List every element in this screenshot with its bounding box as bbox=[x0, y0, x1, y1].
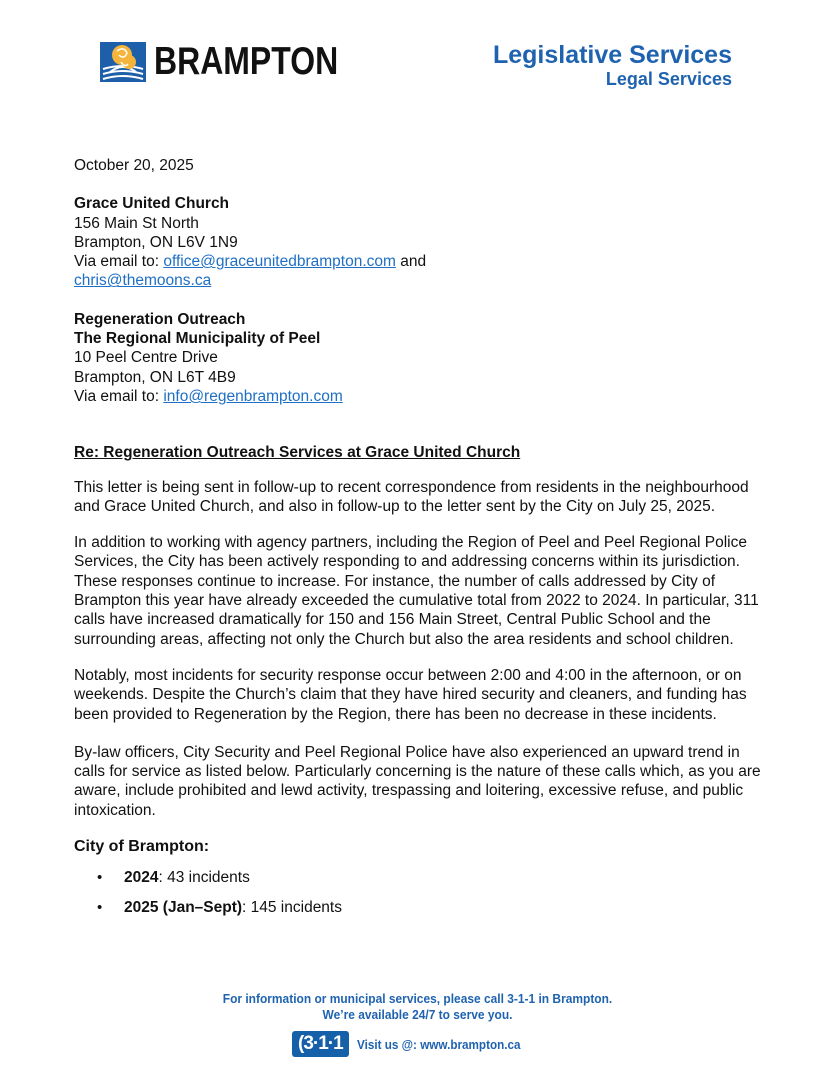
recipient-address-line: 10 Peel Centre Drive bbox=[74, 349, 218, 367]
recipient-block-2 bbox=[74, 310, 764, 406]
311-badge-icon: (3·1·1 bbox=[292, 1031, 349, 1057]
logo-wordmark: BRAMPTON bbox=[154, 40, 339, 83]
email-link[interactable]: info@regenbrampton.com bbox=[163, 387, 343, 405]
email-prefix: Via email to: bbox=[74, 387, 164, 405]
email-link[interactable]: office@graceunitedbrampton.com bbox=[163, 253, 396, 271]
body-paragraph: This letter is being sent in follow-up to recent correspondence from residents in the neighbourhood and Grace United Church, and also in follow-up to the letter sent by the City on July 25, 2025. bbox=[74, 478, 749, 515]
body-paragraph: By-law officers, City Security and Peel Regional Police have also experienced an upward trend in calls for service as listed below. Particularly concerning is the nature of these calls which, as you are aware, include prohibited and lewd activity, trespassing and loitering, excessive refuse, and public intoxication. bbox=[74, 743, 761, 819]
list-item: • 2024: 43 incidents bbox=[124, 868, 764, 887]
recipient-address-line: 156 Main St North bbox=[74, 214, 199, 232]
department-title: Legislative Services bbox=[492, 41, 732, 69]
letter-subject: Re: Regeneration Outreach Services at Grace United Church bbox=[74, 444, 521, 462]
recipient-email-line bbox=[74, 387, 764, 406]
recipient-address-line: Brampton, ON L6T 4B9 bbox=[74, 368, 236, 386]
letter-body bbox=[74, 156, 764, 927]
department-header bbox=[493, 42, 732, 90]
email-link[interactable]: chris@themoons.ca bbox=[74, 272, 212, 290]
recipient-name: Regeneration Outreach bbox=[74, 310, 246, 328]
body-paragraph: Notably, most incidents for security response occur between 2:00 and 4:00 in the afternoon, or on weekends. Despite the Church’s claim that they have hired security and cleaners, and funding has been provided to Regeneration by the Region, there has been no decrease in these incidents. bbox=[74, 666, 747, 723]
division-title: Legal Services bbox=[605, 69, 732, 89]
recipient-email-line bbox=[74, 252, 764, 271]
footer-info bbox=[33, 991, 801, 1023]
incident-list bbox=[74, 868, 764, 917]
email-joiner: and bbox=[395, 253, 427, 271]
body-paragraph: In addition to working with agency partners, including the Region of Peel and Peel Regional Police Services, the City has been actively responding to and addressing concerns within its jurisdiction. These responses continue to increase. For instance, the number of calls addressed by City of Brampton this year have already exceeded the cumulative total from 2022 to 2024. In particular, 311 calls have increased dramatically for 150 and 156 Main Street, Central Public School and the surrounding areas, affecting not only the Church but also the area residents and school children. bbox=[74, 534, 759, 648]
brampton-logo bbox=[100, 42, 379, 82]
recipient-address-line: Brampton, ON L6V 1N9 bbox=[74, 233, 238, 251]
letter-date: October 20, 2025 bbox=[74, 157, 194, 174]
recipient-name: The Regional Municipality of Peel bbox=[74, 330, 321, 348]
brampton-flower-logo-icon bbox=[100, 42, 146, 82]
section-heading: City of Brampton: bbox=[74, 838, 210, 856]
website-link[interactable]: Visit us @: www.brampton.ca bbox=[356, 1036, 521, 1052]
recipient-block-1 bbox=[74, 194, 764, 290]
footer-line-2: We’re available 24/7 to serve you. bbox=[322, 1007, 513, 1022]
recipient-name: Grace United Church bbox=[74, 195, 230, 213]
footer-contact bbox=[292, 1031, 538, 1057]
email-prefix: Via email to: bbox=[74, 253, 164, 271]
list-item: • 2025 (Jan–Sept): 145 incidents bbox=[124, 898, 764, 917]
footer-line-1: For information or municipal services, please call 3-1-1 in Brampton. bbox=[222, 991, 613, 1006]
